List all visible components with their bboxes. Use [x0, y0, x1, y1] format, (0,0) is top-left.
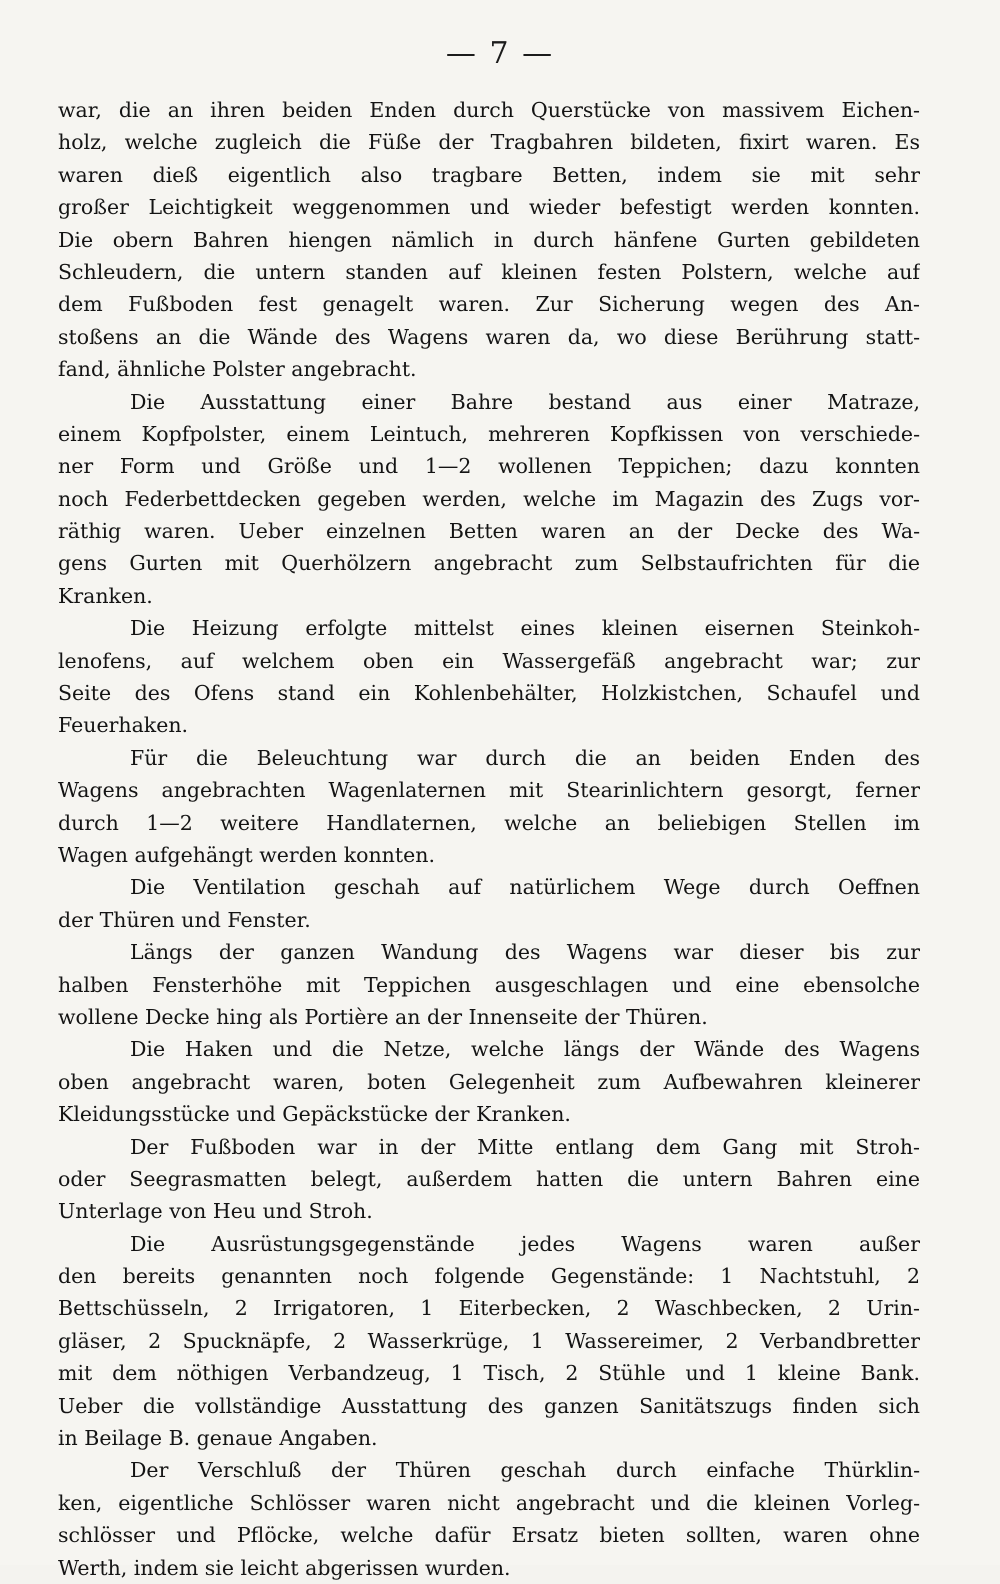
text-line: Bettschüsseln, 2 Irrigatoren, 1 Eiterbecken, 2 Waschbecken, 2 Urin-: [58, 1296, 920, 1321]
text-line: Ueber die vollständige Ausstattung des ganzen Sanitätszugs finden sich: [58, 1393, 920, 1418]
text-line: Seite des Ofens stand ein Kohlenbehälter, Holzkistchen, Schaufel und: [58, 681, 920, 706]
text-line: fand, ähnliche Polster angebracht.: [58, 357, 417, 382]
text-line: oder Seegrasmatten belegt, außerdem hatten die untern Bahren eine: [58, 1166, 920, 1191]
text-line: Wagen aufgehängt werden konnten.: [58, 842, 435, 867]
text-line: mit dem nöthigen Verbandzeug, 1 Tisch, 2 Stühle und 1 kleine Bank.: [58, 1361, 920, 1386]
text-line: Der Fußboden war in der Mitte entlang dem Gang mit Stroh-: [130, 1134, 920, 1159]
text-line: dem Fußboden fest genagelt waren. Zur Sicherung wegen des An-: [58, 292, 920, 317]
text-line: der Thüren und Fenster.: [58, 907, 311, 932]
text-line: gens Gurten mit Querhölzern angebracht zum Selbstaufrichten für die: [58, 551, 920, 576]
text-line: Die Haken und die Netze, welche längs der Wände des Wagens: [130, 1037, 920, 1062]
text-line: gläser, 2 Spucknäpfe, 2 Wasserkrüge, 1 Wassereimer, 2 Verbandbretter: [58, 1328, 920, 1353]
text-line: oben angebracht waren, boten Gelegenheit zum Aufbewahren kleinerer: [58, 1069, 920, 1094]
text-line: räthig waren. Ueber einzelnen Betten waren an der Decke des Wa-: [58, 519, 920, 544]
text-line: Werth, indem sie leicht abgerissen wurden.: [58, 1555, 511, 1580]
text-line: Der Verschluß der Thüren geschah durch einfache Thürklin-: [130, 1458, 920, 1483]
text-line: Unterlage von Heu und Stroh.: [58, 1199, 373, 1224]
text-line: stoßens an die Wände des Wagens waren da, wo diese Berührung statt-: [58, 324, 920, 349]
text-line: Feuerhaken.: [58, 713, 189, 738]
page-number: — 7 —: [445, 36, 555, 71]
text-line: ken, eigentliche Schlösser waren nicht angebracht und die kleinen Vorleg-: [58, 1490, 920, 1515]
text-line: Die Heizung erfolgte mittelst eines kleinen eisernen Steinkoh-: [130, 616, 920, 641]
text-line: Für die Beleuchtung war durch die an beiden Enden des: [130, 745, 920, 770]
text-line: Kranken.: [58, 583, 153, 608]
text-line: Schleudern, die untern standen auf kleinen festen Polstern, welche auf: [58, 259, 920, 284]
text-line: Die Ausstattung einer Bahre bestand aus einer Matraze,: [130, 389, 920, 414]
text-line: war, die an ihren beiden Enden durch Querstücke von massivem Eichen-: [58, 98, 920, 122]
text-line: halben Fensterhöhe mit Teppichen ausgeschlagen und eine ebensolche: [58, 972, 920, 997]
text-line: den bereits genannten noch folgende Gegenstände: 1 Nachtstuhl, 2: [58, 1264, 920, 1289]
text-line: großer Leichtigkeit weggenommen und wieder befestigt werden konnten.: [58, 195, 920, 220]
text-line: Längs der ganzen Wandung des Wagens war dieser bis zur: [130, 940, 920, 965]
text-line: einem Kopfpolster, einem Leintuch, mehreren Kopfkissen von verschiede-: [58, 421, 920, 446]
text-line: Kleidungsstücke und Gepäckstücke der Kranken.: [58, 1102, 571, 1127]
text-line: lenofens, auf welchem oben ein Wassergefäß angebracht war; zur: [58, 648, 920, 673]
text-line: Die Ausrüstungsgegenstände jedes Wagens waren außer: [130, 1231, 920, 1256]
text-line: wollene Decke hing als Portière an der Innenseite der Thüren.: [58, 1004, 708, 1029]
text-line: Die obern Bahren hiengen nämlich in durch hänfene Gurten gebildeten: [58, 227, 920, 252]
text-line: waren dieß eigentlich also tragbare Betten, indem sie mit sehr: [58, 162, 920, 187]
text-line: Wagens angebrachten Wagenlaternen mit Stearinlichtern gesorgt, ferner: [58, 778, 920, 803]
text-line: Die Ventilation geschah auf natürlichem Wege durch Oeffnen: [130, 875, 920, 900]
body-text: [58, 94, 920, 1584]
text-line: in Beilage B. genaue Angaben.: [58, 1426, 378, 1451]
text-line: ner Form und Größe und 1—2 wollenen Teppichen; dazu konnten: [58, 454, 920, 479]
text-line: noch Federbettdecken gegeben werden, welche im Magazin des Zugs vor-: [58, 486, 920, 511]
text-line: holz, welche zugleich die Füße der Tragbahren bildeten, fixirt waren. Es: [58, 130, 920, 155]
text-line: schlösser und Pflöcke, welche dafür Ersatz bieten sollten, waren ohne: [58, 1523, 920, 1548]
text-line: durch 1—2 weitere Handlaternen, welche an beliebigen Stellen im: [58, 810, 920, 835]
